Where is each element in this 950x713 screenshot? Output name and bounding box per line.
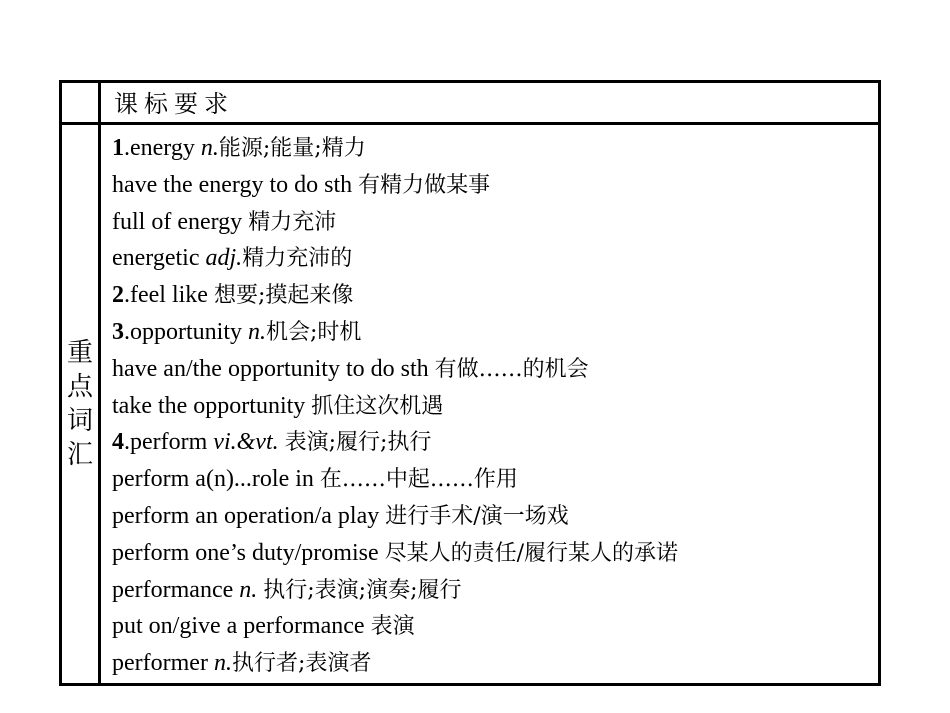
section-label: 重点词汇 [66, 338, 93, 470]
entry-chinese: 抓住这次机遇 [311, 393, 444, 419]
entry-english: perform a(n)...role in [112, 466, 320, 493]
entry-english: have an/the opportunity to do sth [112, 355, 435, 382]
entry-chinese: 有做……的机会 [434, 356, 589, 382]
column-divider [98, 83, 101, 683]
entry-pos: n. [248, 318, 266, 345]
entry-number: 1 [112, 135, 124, 161]
entry-number: 4 [112, 429, 124, 456]
entry-number: 3 [112, 318, 124, 345]
list-item [112, 424, 872, 461]
list-item [112, 388, 872, 425]
entry-english: performer [112, 650, 214, 677]
list-item [112, 645, 872, 682]
entry-chinese: 在……中起……作用 [319, 467, 518, 493]
entry-english: perform an operation/a play [112, 502, 386, 529]
list-item [112, 130, 872, 167]
entry-pos: n. [239, 576, 264, 603]
entry-english: .energy [124, 135, 201, 161]
entry-number: 2 [112, 282, 124, 309]
entry-pos: adj. [205, 245, 243, 272]
entry-chinese: 精力充沛 [248, 209, 337, 235]
list-item [112, 351, 872, 388]
section-label-cell [62, 125, 98, 683]
entry-chinese: 进行手术/演一场戏 [385, 503, 569, 529]
entry-english: performance [112, 576, 240, 603]
list-item [112, 240, 872, 277]
entry-english: perform one’s duty/promise [112, 539, 385, 566]
entry-english: .opportunity [124, 318, 248, 345]
list-item [112, 608, 872, 645]
entry-chinese: 机会;时机 [266, 319, 362, 345]
entry-chinese: 表演 [370, 614, 415, 640]
vocabulary-table [59, 80, 881, 686]
list-item [112, 572, 872, 609]
entry-english: have the energy to do sth [112, 171, 359, 198]
entry-pos: vi.&vt. [213, 429, 285, 456]
entry-chinese: 执行;表演;演奏;履行 [263, 577, 462, 603]
list-item [112, 498, 872, 535]
entry-english: full of energy [112, 208, 249, 235]
table-header-row [62, 83, 878, 125]
entry-english: .feel like [124, 282, 214, 309]
entry-chinese: 能源;能量;精力 [218, 136, 366, 161]
entry-english: .perform [124, 429, 214, 456]
list-item [112, 167, 872, 204]
list-item [112, 314, 872, 351]
entry-chinese: 尽某人的责任/履行某人的承诺 [384, 540, 679, 566]
entry-english: put on/give a performance [112, 613, 371, 640]
entry-english: take the opportunity [112, 392, 312, 419]
header-title: 课标要求 [114, 90, 234, 118]
entry-chinese: 精力充沛的 [242, 246, 353, 272]
list-item [112, 277, 872, 314]
entry-english: energetic [112, 245, 206, 272]
list-item [112, 204, 872, 241]
entry-chinese: 表演;履行;执行 [284, 430, 432, 456]
entry-pos: n. [213, 650, 232, 677]
list-item [112, 461, 872, 498]
entry-chinese: 有精力做某事 [358, 172, 491, 198]
entry-chinese: 执行者;表演者 [231, 651, 372, 677]
list-item [112, 535, 872, 572]
entry-pos: n. [200, 135, 219, 161]
entry-chinese: 想要;摸起来像 [213, 283, 354, 309]
entry-list [112, 130, 872, 682]
